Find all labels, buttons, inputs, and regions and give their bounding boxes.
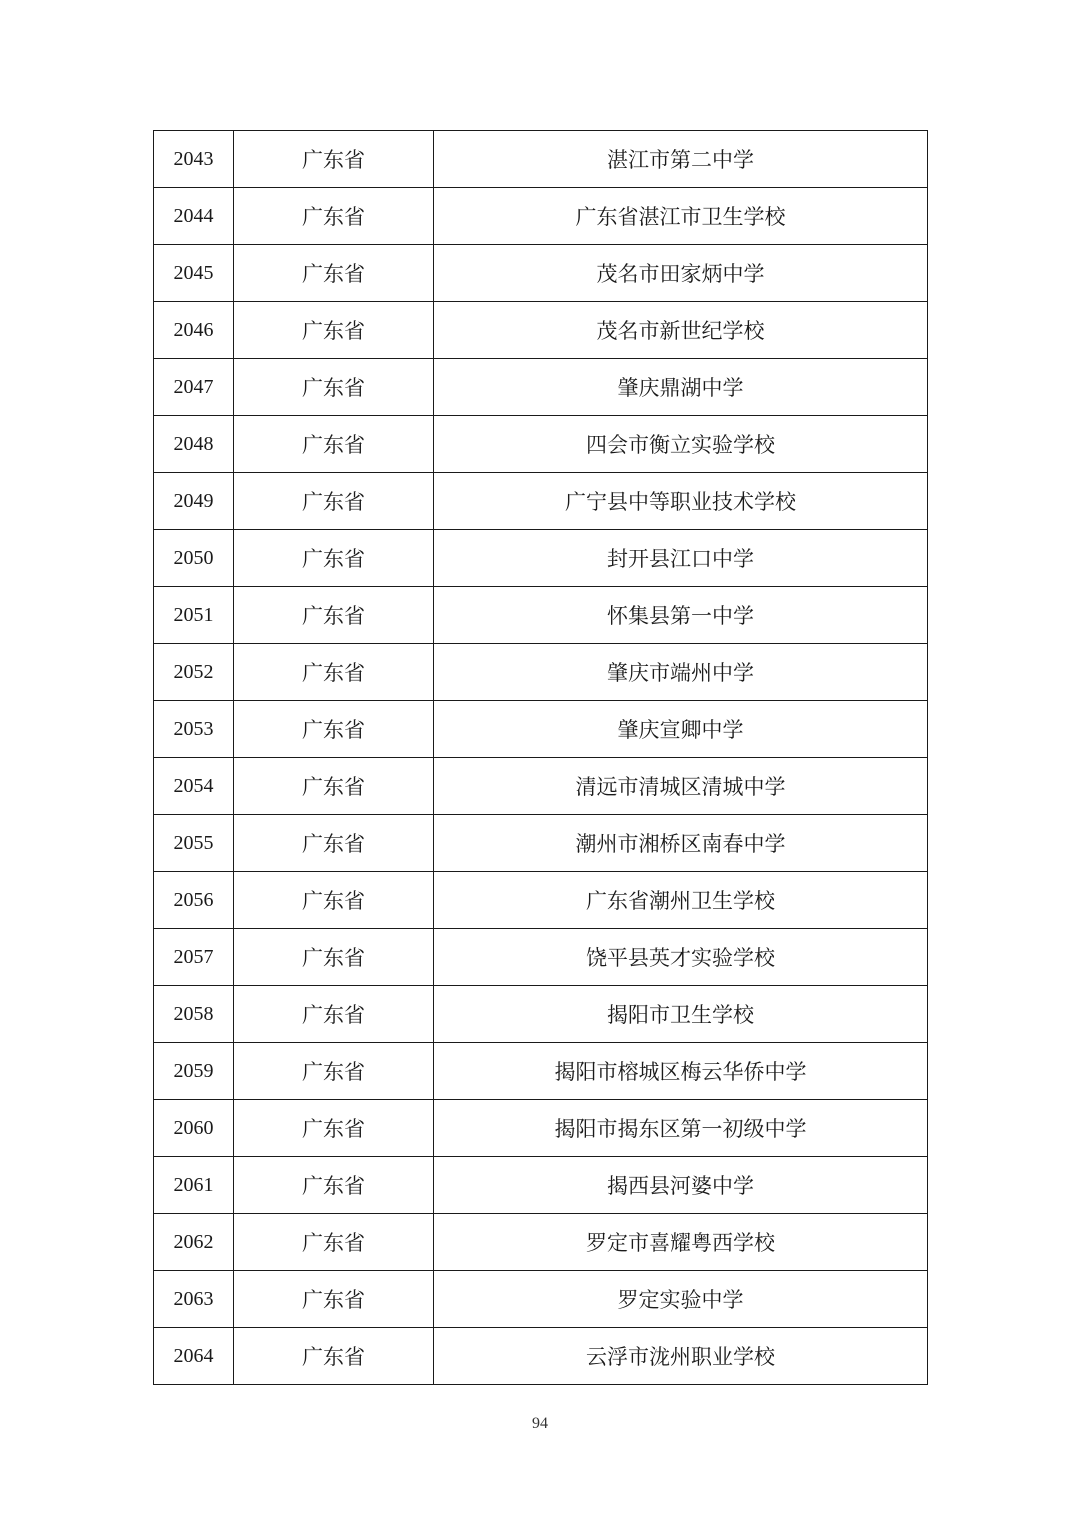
province-cell: 广东省 <box>234 815 434 872</box>
table-row <box>154 1214 928 1271</box>
school-name-cell: 罗定市喜耀粤西学校 <box>434 1214 928 1271</box>
school-name-cell: 广东省湛江市卫生学校 <box>434 188 928 245</box>
school-name-cell: 肇庆市端州中学 <box>434 644 928 701</box>
school-name-cell: 茂名市田家炳中学 <box>434 245 928 302</box>
province-cell: 广东省 <box>234 359 434 416</box>
school-name-cell: 广东省潮州卫生学校 <box>434 872 928 929</box>
school-name-cell: 茂名市新世纪学校 <box>434 302 928 359</box>
province-cell: 广东省 <box>234 1214 434 1271</box>
table-row <box>154 701 928 758</box>
school-name-cell: 肇庆宣卿中学 <box>434 701 928 758</box>
row-number-cell: 2064 <box>154 1328 234 1385</box>
school-name-cell: 揭阳市榕城区梅云华侨中学 <box>434 1043 928 1100</box>
table-row <box>154 644 928 701</box>
table-row <box>154 245 928 302</box>
row-number-cell: 2063 <box>154 1271 234 1328</box>
province-cell: 广东省 <box>234 245 434 302</box>
province-cell: 广东省 <box>234 872 434 929</box>
table-row <box>154 1328 928 1385</box>
table-row <box>154 1157 928 1214</box>
table-row <box>154 188 928 245</box>
province-cell: 广东省 <box>234 416 434 473</box>
table-row <box>154 986 928 1043</box>
province-cell: 广东省 <box>234 929 434 986</box>
table-body <box>154 131 928 1385</box>
province-cell: 广东省 <box>234 1157 434 1214</box>
school-list-table <box>153 130 928 1385</box>
row-number-cell: 2051 <box>154 587 234 644</box>
province-cell: 广东省 <box>234 302 434 359</box>
province-cell: 广东省 <box>234 473 434 530</box>
school-name-cell: 揭阳市揭东区第一初级中学 <box>434 1100 928 1157</box>
row-number-cell: 2057 <box>154 929 234 986</box>
table-row <box>154 872 928 929</box>
province-cell: 广东省 <box>234 1043 434 1100</box>
row-number-cell: 2048 <box>154 416 234 473</box>
row-number-cell: 2055 <box>154 815 234 872</box>
school-name-cell: 四会市衡立实验学校 <box>434 416 928 473</box>
table-row <box>154 1100 928 1157</box>
table-row <box>154 530 928 587</box>
table-row <box>154 929 928 986</box>
row-number-cell: 2062 <box>154 1214 234 1271</box>
school-name-cell: 清远市清城区清城中学 <box>434 758 928 815</box>
province-cell: 广东省 <box>234 188 434 245</box>
province-cell: 广东省 <box>234 986 434 1043</box>
row-number-cell: 2061 <box>154 1157 234 1214</box>
province-cell: 广东省 <box>234 530 434 587</box>
province-cell: 广东省 <box>234 701 434 758</box>
row-number-cell: 2043 <box>154 131 234 188</box>
school-name-cell: 罗定实验中学 <box>434 1271 928 1328</box>
school-name-cell: 封开县江口中学 <box>434 530 928 587</box>
row-number-cell: 2058 <box>154 986 234 1043</box>
page-number: 94 <box>532 1415 548 1432</box>
school-name-cell: 潮州市湘桥区南春中学 <box>434 815 928 872</box>
school-name-cell: 怀集县第一中学 <box>434 587 928 644</box>
province-cell: 广东省 <box>234 758 434 815</box>
school-name-cell: 揭阳市卫生学校 <box>434 986 928 1043</box>
province-cell: 广东省 <box>234 1100 434 1157</box>
table-row <box>154 587 928 644</box>
table-row <box>154 359 928 416</box>
row-number-cell: 2050 <box>154 530 234 587</box>
row-number-cell: 2047 <box>154 359 234 416</box>
row-number-cell: 2044 <box>154 188 234 245</box>
table-row <box>154 1271 928 1328</box>
school-name-cell: 湛江市第二中学 <box>434 131 928 188</box>
row-number-cell: 2045 <box>154 245 234 302</box>
row-number-cell: 2059 <box>154 1043 234 1100</box>
table-row <box>154 131 928 188</box>
table-row <box>154 815 928 872</box>
province-cell: 广东省 <box>234 131 434 188</box>
row-number-cell: 2060 <box>154 1100 234 1157</box>
province-cell: 广东省 <box>234 644 434 701</box>
row-number-cell: 2054 <box>154 758 234 815</box>
table-row <box>154 302 928 359</box>
school-name-cell: 广宁县中等职业技术学校 <box>434 473 928 530</box>
row-number-cell: 2056 <box>154 872 234 929</box>
school-name-cell: 肇庆鼎湖中学 <box>434 359 928 416</box>
school-name-cell: 揭西县河婆中学 <box>434 1157 928 1214</box>
table-row <box>154 473 928 530</box>
row-number-cell: 2046 <box>154 302 234 359</box>
school-name-cell: 饶平县英才实验学校 <box>434 929 928 986</box>
province-cell: 广东省 <box>234 587 434 644</box>
row-number-cell: 2049 <box>154 473 234 530</box>
table-row <box>154 416 928 473</box>
table-row <box>154 1043 928 1100</box>
school-name-cell: 云浮市泷州职业学校 <box>434 1328 928 1385</box>
table-row <box>154 758 928 815</box>
province-cell: 广东省 <box>234 1271 434 1328</box>
row-number-cell: 2053 <box>154 701 234 758</box>
province-cell: 广东省 <box>234 1328 434 1385</box>
row-number-cell: 2052 <box>154 644 234 701</box>
